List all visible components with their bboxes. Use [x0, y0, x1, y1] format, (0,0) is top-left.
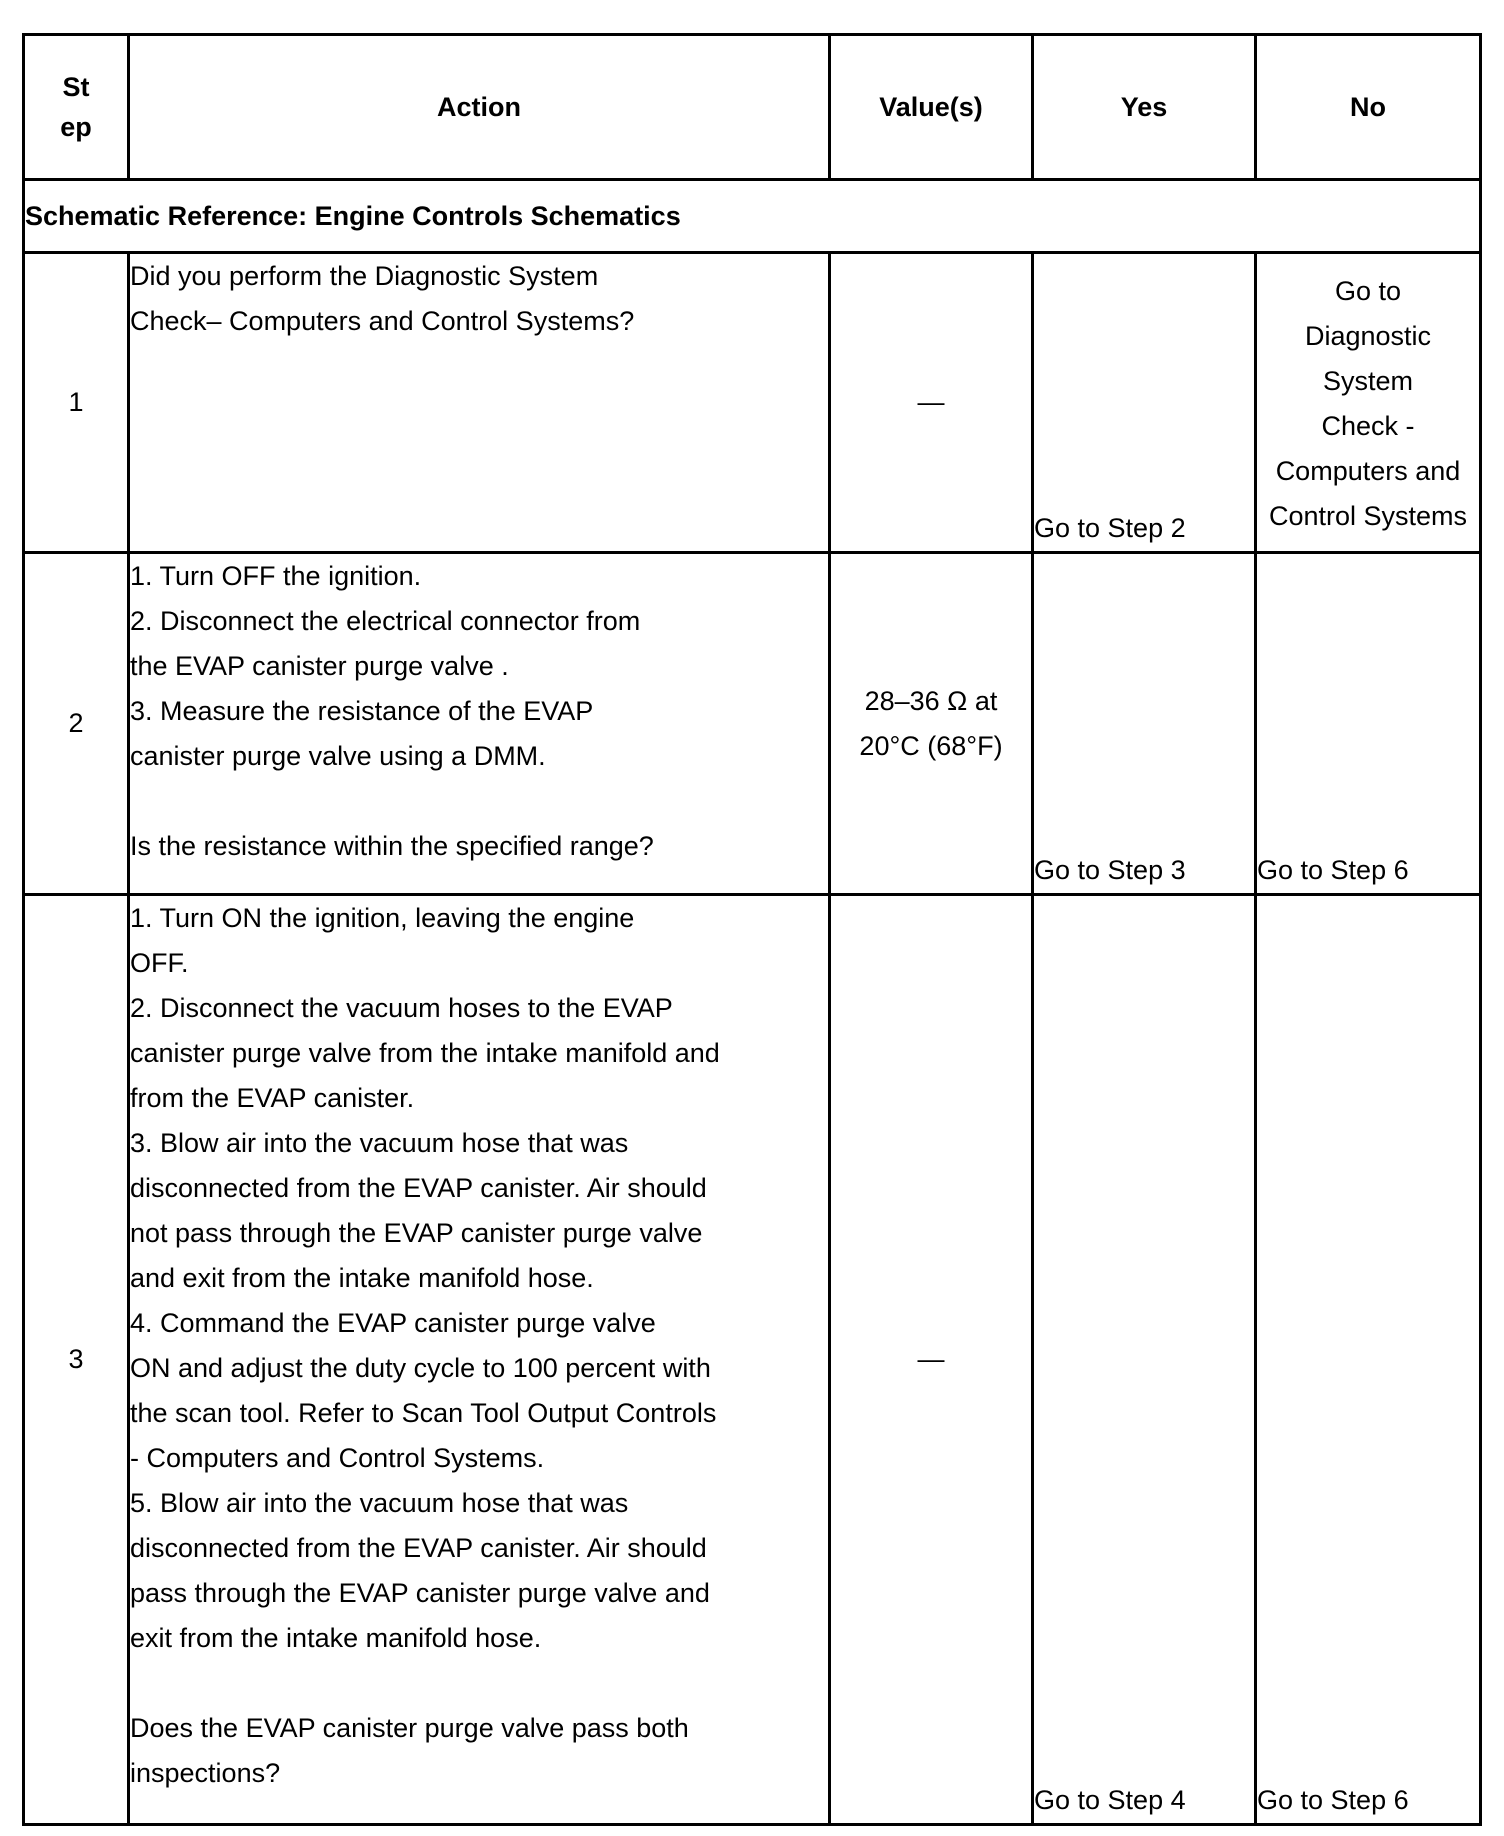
- action-line: 2. Disconnect the vacuum hoses to the EVAP: [130, 993, 673, 1023]
- spacer: [130, 779, 828, 824]
- action-cell: [129, 253, 830, 553]
- yes-cell: Go to Step 4: [1033, 895, 1256, 1825]
- action-line: ON and adjust the duty cycle to 100 percent with: [130, 1353, 711, 1383]
- action-line: Check– Computers and Control Systems?: [130, 306, 635, 336]
- action-line: not pass through the EVAP canister purge valve: [130, 1218, 703, 1248]
- value-line: 20°C (68°F): [859, 730, 1003, 761]
- table-row: [24, 553, 1481, 895]
- action-line: 4. Command the EVAP canister purge valve: [130, 1308, 656, 1338]
- value-line: 28–36 Ω at: [864, 685, 998, 716]
- schematic-reference-row: [24, 180, 1481, 253]
- action-cell: [129, 553, 830, 895]
- header-step-line-1: St: [62, 72, 90, 102]
- schematic-reference: Schematic Reference: Engine Controls Schematics: [24, 180, 1481, 253]
- header-step-line-2: ep: [60, 112, 92, 142]
- action-line: exit from the intake manifold hose.: [130, 1623, 542, 1653]
- no-line: Diagnostic: [1304, 321, 1432, 351]
- header-step: [24, 35, 129, 180]
- step-number: 2: [24, 553, 129, 895]
- value-cell: —: [830, 895, 1033, 1825]
- action-question: inspections?: [130, 1758, 281, 1788]
- spacer: [130, 1661, 828, 1706]
- no-line: Check -: [1321, 411, 1415, 441]
- action-line: - Computers and Control Systems.: [130, 1443, 545, 1473]
- action-line: from the EVAP canister.: [130, 1083, 415, 1113]
- no-cell: Go to Step 6: [1256, 553, 1481, 895]
- step-number: 1: [24, 253, 129, 553]
- action-line: pass through the EVAP canister purge valve and: [130, 1578, 710, 1608]
- header-action: Action: [129, 35, 830, 180]
- action-cell: [129, 895, 830, 1825]
- action-line: canister purge valve from the intake manifold and: [130, 1038, 720, 1068]
- action-line: 1. Turn ON the ignition, leaving the engine: [130, 903, 635, 933]
- header-row: [24, 35, 1481, 180]
- action-line: and exit from the intake manifold hose.: [130, 1263, 594, 1293]
- yes-cell: Go to Step 2: [1033, 253, 1256, 553]
- diagnostic-table: [22, 33, 1482, 1826]
- table-row: [24, 895, 1481, 1825]
- action-line: 3. Measure the resistance of the EVAP: [130, 696, 594, 726]
- action-line: disconnected from the EVAP canister. Air should: [130, 1173, 707, 1203]
- action-line: Did you perform the Diagnostic System: [130, 261, 599, 291]
- no-cell: [1256, 253, 1481, 553]
- no-line: Go to: [1334, 276, 1402, 306]
- action-question: Does the EVAP canister purge valve pass both: [130, 1713, 689, 1743]
- no-line: System: [1322, 366, 1414, 396]
- action-line: 3. Blow air into the vacuum hose that was: [130, 1128, 629, 1158]
- table-row: [24, 253, 1481, 553]
- action-line: 5. Blow air into the vacuum hose that was: [130, 1488, 629, 1518]
- action-line: the scan tool. Refer to Scan Tool Output Controls: [130, 1398, 717, 1428]
- action-line: OFF.: [130, 948, 189, 978]
- header-yes: Yes: [1033, 35, 1256, 180]
- action-line: 2. Disconnect the electrical connector from: [130, 606, 641, 636]
- action-line: canister purge valve using a DMM.: [130, 741, 546, 771]
- value-cell: [830, 553, 1033, 895]
- action-line: disconnected from the EVAP canister. Air should: [130, 1533, 707, 1563]
- step-number: 3: [24, 895, 129, 1825]
- action-line: the EVAP canister purge valve .: [130, 651, 509, 681]
- header-no: No: [1256, 35, 1481, 180]
- header-value: Value(s): [830, 35, 1033, 180]
- yes-cell: Go to Step 3: [1033, 553, 1256, 895]
- no-line: Control Systems: [1268, 501, 1468, 531]
- action-line: 1. Turn OFF the ignition.: [130, 561, 422, 591]
- value-cell: —: [830, 253, 1033, 553]
- no-cell: Go to Step 6: [1256, 895, 1481, 1825]
- action-question: Is the resistance within the specified range?: [130, 831, 654, 861]
- no-line: Computers and: [1275, 456, 1461, 486]
